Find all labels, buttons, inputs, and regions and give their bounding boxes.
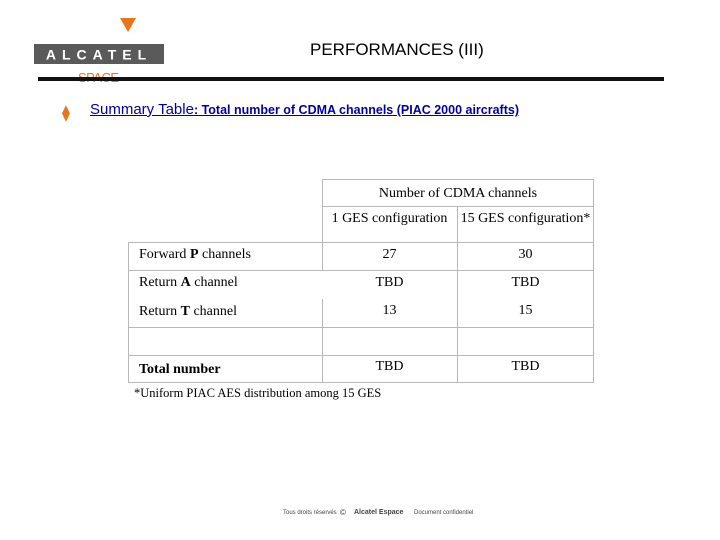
row-label-post: channel [190,275,238,290]
table-line [128,242,594,243]
diamond-bullet-icon: ⧫ [62,105,70,122]
table-cell: TBD [375,275,404,290]
heading-lead: Summary Table [90,101,194,118]
slide-title: PERFORMANCES (III) [310,40,484,59]
row-label-bold: A [180,275,191,290]
table-cell: 13 [382,303,397,318]
cdma-channels-table [128,179,594,383]
table-row-label [139,275,238,291]
table-line [322,179,594,180]
logo-brand-text: ALCATEL [45,46,153,63]
footer-copyright: © [340,508,346,517]
footer-confidential: Document confidentiel [414,510,474,516]
footer-company: Alcatel Espace [354,509,404,516]
table-line [128,355,594,356]
table-row-label [139,304,237,320]
section-heading [90,101,519,118]
table-footnote: *Uniform PIAC AES distribution among 15 GES [134,386,382,400]
column-header-1ges: 1 GES configuration [331,211,448,226]
table-line [128,242,129,383]
table-cell: TBD [511,275,540,290]
table-cell: TBD [375,359,404,374]
table-group-header: Number of CDMA channels [378,186,538,201]
table-row-label [139,362,221,378]
table-cell: 30 [518,247,533,262]
table-row-label [139,247,251,263]
row-label-post: channel [189,304,237,319]
row-label-bold: T [180,304,190,319]
row-label-pre: Return [139,275,181,290]
heading-rest: : Total number of CDMA channels (PIAC 2000 aircrafts) [193,103,519,117]
table-cell: TBD [511,359,540,374]
table-line [457,206,458,383]
row-label-pre: Forward [139,247,190,262]
row-label-post: channels [198,247,251,262]
table-cell: 15 [518,303,533,318]
row-label-bold: P [189,247,199,262]
table-line [128,327,594,328]
table-cell: 27 [382,247,397,262]
logo-wordmark-bar [34,44,164,64]
logo-triangle-icon [120,18,136,32]
footer-rights: Tous droits réservés [283,510,337,516]
alcatel-space-logo [30,14,166,76]
row-label-pre: Return [139,304,181,319]
title-divider [38,77,664,81]
table-line [322,206,594,207]
row-label-bold: Total number [139,362,221,377]
logo-wordmark [34,44,164,64]
table-line [128,270,594,271]
table-line [128,382,594,383]
column-header-15ges: 15 GES configuration* [460,211,591,226]
